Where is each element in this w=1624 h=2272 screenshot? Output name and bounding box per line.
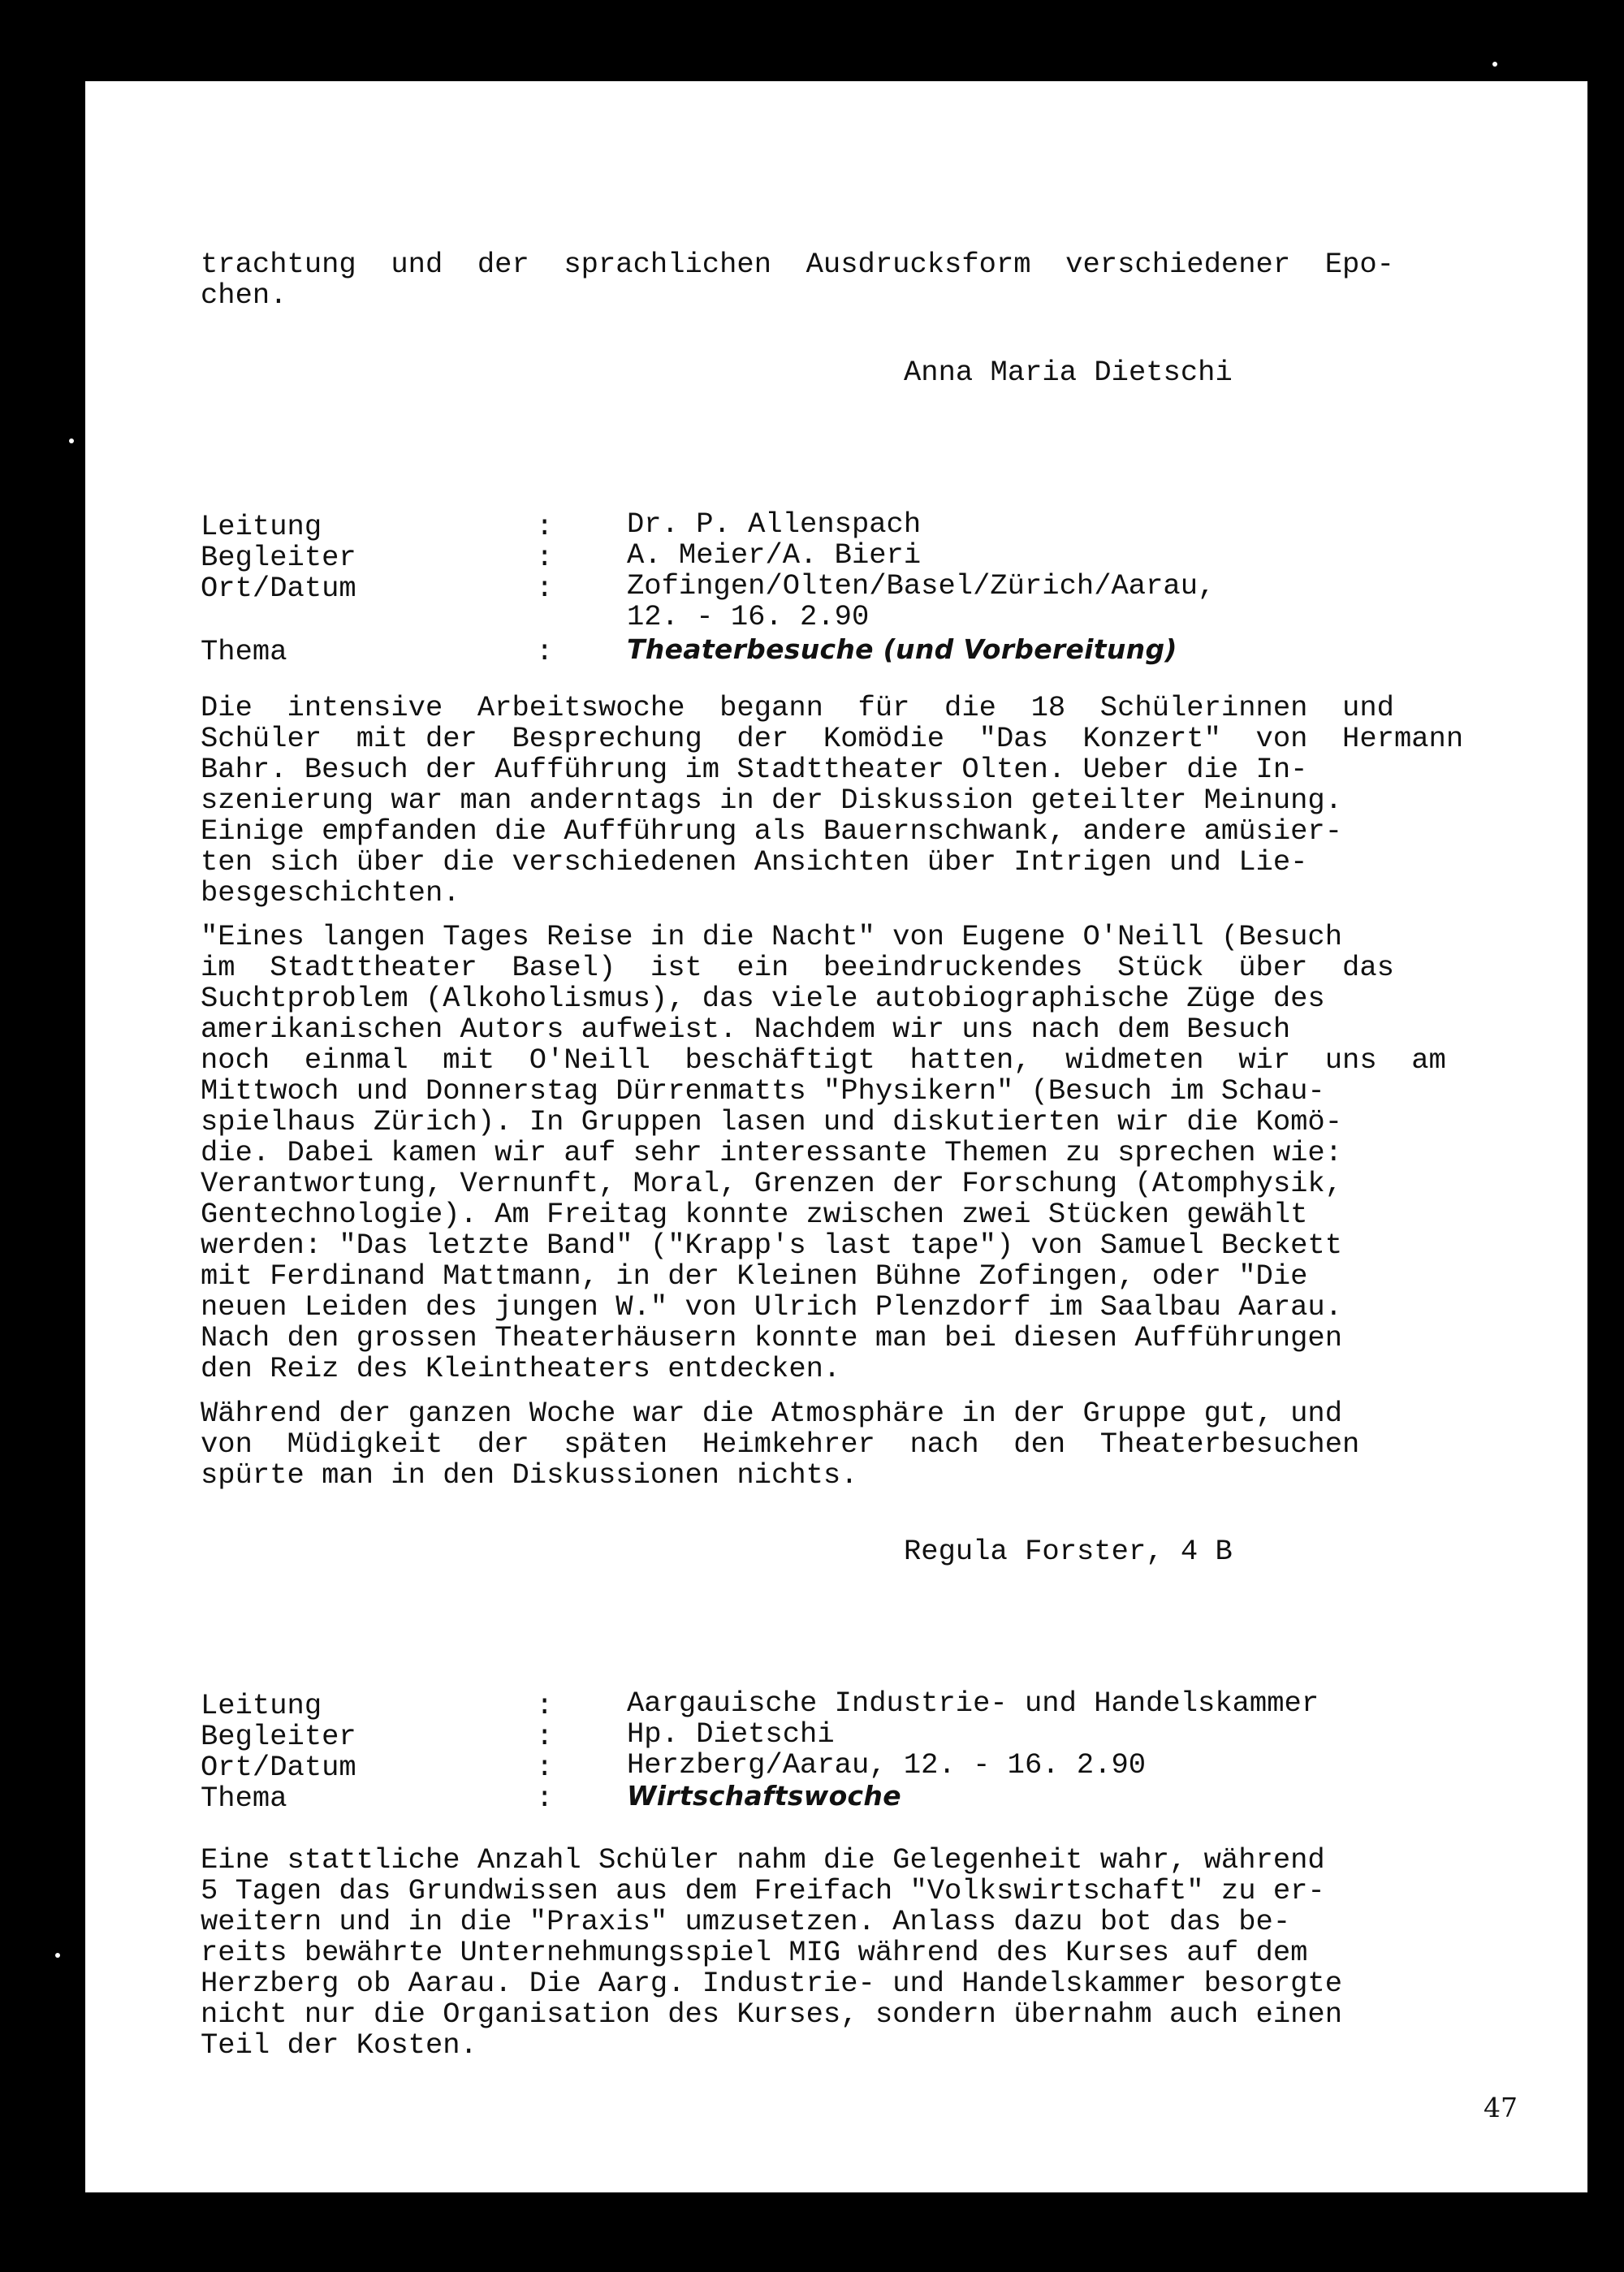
text-line: weitern und in die "Praxis" umzusetzen. Anlass dazu bot das be- bbox=[201, 1905, 1291, 1938]
text-line: reits bewährte Unternehmungsspiel MIG während des Kurses auf dem bbox=[201, 1936, 1308, 1969]
thema-value: Wirtschaftswoche bbox=[627, 1780, 901, 1812]
begleiter-label: Begleiter bbox=[201, 1720, 356, 1753]
leitung-label: Leitung bbox=[201, 1689, 322, 1722]
text-line: spielhaus Zürich). In Gruppen lasen und diskutierten wir die Komö- bbox=[201, 1105, 1343, 1138]
text-line: Verantwortung, Vernunft, Moral, Grenzen der Forschung (Atomphysik, bbox=[201, 1167, 1343, 1200]
ort-value: Zofingen/Olten/Basel/Zürich/Aarau, bbox=[627, 569, 1216, 603]
text-line: neuen Leiden des jungen W." von Ulrich Plenzdorf im Saalbau Aarau. bbox=[201, 1290, 1343, 1324]
ort-datum-label: Ort/Datum bbox=[201, 1751, 356, 1784]
text-line: Bahr. Besuch der Aufführung im Stadttheater Olten. Ueber die In- bbox=[201, 753, 1308, 786]
text-line: chen. bbox=[201, 279, 287, 312]
text-line: Mittwoch und Donnerstag Dürrenmatts "Physikern" (Besuch im Schau- bbox=[201, 1074, 1325, 1108]
colon: : bbox=[536, 510, 554, 543]
text-line: amerikanischen Autors aufweist. Nachdem wir uns nach dem Besuch bbox=[201, 1013, 1291, 1046]
thema-label: Thema bbox=[201, 1782, 287, 1815]
text-line: Eine stattliche Anzahl Schüler nahm die Gelegenheit wahr, während bbox=[201, 1843, 1325, 1877]
text-line: Gentechnologie). Am Freitag konnte zwischen zwei Stücken gewählt bbox=[201, 1198, 1308, 1231]
thema-value: Theaterbesuche (und Vorbereitung) bbox=[627, 633, 1177, 665]
text-line: Schüler mit der Besprechung der Komödie "Das Konzert" von Hermann bbox=[201, 722, 1464, 755]
colon: : bbox=[536, 1689, 554, 1722]
text-line: Suchtproblem (Alkoholismus), das viele autobiographische Züge des bbox=[201, 982, 1325, 1015]
begleiter-value: Hp. Dietschi bbox=[627, 1717, 835, 1751]
leitung-value: Dr. P. Allenspach bbox=[627, 508, 922, 541]
author-signature: Regula Forster, 4 B bbox=[904, 1535, 1233, 1568]
text-line: mit Ferdinand Mattmann, in der Kleinen Bühne Zofingen, oder "Die bbox=[201, 1259, 1308, 1293]
text-line: 5 Tagen das Grundwissen aus dem Freifach "Volkswirtschaft" zu er- bbox=[201, 1874, 1325, 1907]
page-number: 47 bbox=[1484, 2092, 1518, 2123]
colon: : bbox=[536, 635, 554, 668]
text-line: im Stadttheater Basel) ist ein beeindruckendes Stück über das bbox=[201, 951, 1394, 984]
text-line: die. Dabei kamen wir auf sehr interessante Themen zu sprechen wie: bbox=[201, 1136, 1343, 1169]
text-line: noch einmal mit O'Neill beschäftigt hatten, widmeten wir uns am bbox=[201, 1043, 1446, 1077]
begleiter-value: A. Meier/A. Bieri bbox=[627, 538, 922, 572]
author-signature: Anna Maria Dietschi bbox=[904, 356, 1233, 389]
text-line: besgeschichten. bbox=[201, 876, 460, 909]
colon: : bbox=[536, 572, 554, 605]
text-line: Die intensive Arbeitswoche begann für die 18 Schülerinnen und bbox=[201, 691, 1394, 724]
text-line: szenierung war man anderntags in der Diskussion geteilter Meinung. bbox=[201, 784, 1343, 817]
colon: : bbox=[536, 1751, 554, 1784]
datum-value: 12. - 16. 2.90 bbox=[627, 600, 870, 633]
colon: : bbox=[536, 541, 554, 574]
text-line: den Reiz des Kleintheaters entdecken. bbox=[201, 1352, 841, 1385]
document-page bbox=[85, 81, 1587, 2192]
text-line: nicht nur die Organisation des Kurses, sondern übernahm auch einen bbox=[201, 1998, 1343, 2031]
text-line: ten sich über die verschiedenen Ansichten über Intrigen und Lie- bbox=[201, 845, 1308, 879]
text-line: Während der ganzen Woche war die Atmosphäre in der Gruppe gut, und bbox=[201, 1397, 1343, 1430]
text-line: trachtung und der sprachlichen Ausdrucksform verschiedener Epo- bbox=[201, 248, 1394, 281]
begleiter-label: Begleiter bbox=[201, 541, 356, 574]
leitung-value: Aargauische Industrie- und Handelskammer bbox=[627, 1687, 1320, 1720]
ort-datum-label: Ort/Datum bbox=[201, 572, 356, 605]
text-line: "Eines langen Tages Reise in die Nacht" von Eugene O'Neill (Besuch bbox=[201, 920, 1343, 953]
colon: : bbox=[536, 1720, 554, 1753]
text-line: von Müdigkeit der späten Heimkehrer nach den Theaterbesuchen bbox=[201, 1428, 1360, 1461]
thema-label: Thema bbox=[201, 635, 287, 668]
text-line: Herzberg ob Aarau. Die Aarg. Industrie- und Handelskammer besorgte bbox=[201, 1967, 1343, 2000]
ort-datum-value: Herzberg/Aarau, 12. - 16. 2.90 bbox=[627, 1748, 1147, 1782]
text-line: Einige empfanden die Aufführung als Bauernschwank, andere amüsier- bbox=[201, 814, 1343, 848]
text-line: werden: "Das letzte Band" ("Krapp's last tape") von Samuel Beckett bbox=[201, 1229, 1343, 1262]
colon: : bbox=[536, 1782, 554, 1815]
leitung-label: Leitung bbox=[201, 510, 322, 543]
text-line: Teil der Kosten. bbox=[201, 2028, 477, 2062]
text-line: Nach den grossen Theaterhäusern konnte man bei diesen Aufführungen bbox=[201, 1321, 1343, 1354]
text-line: spürte man in den Diskussionen nichts. bbox=[201, 1458, 858, 1492]
